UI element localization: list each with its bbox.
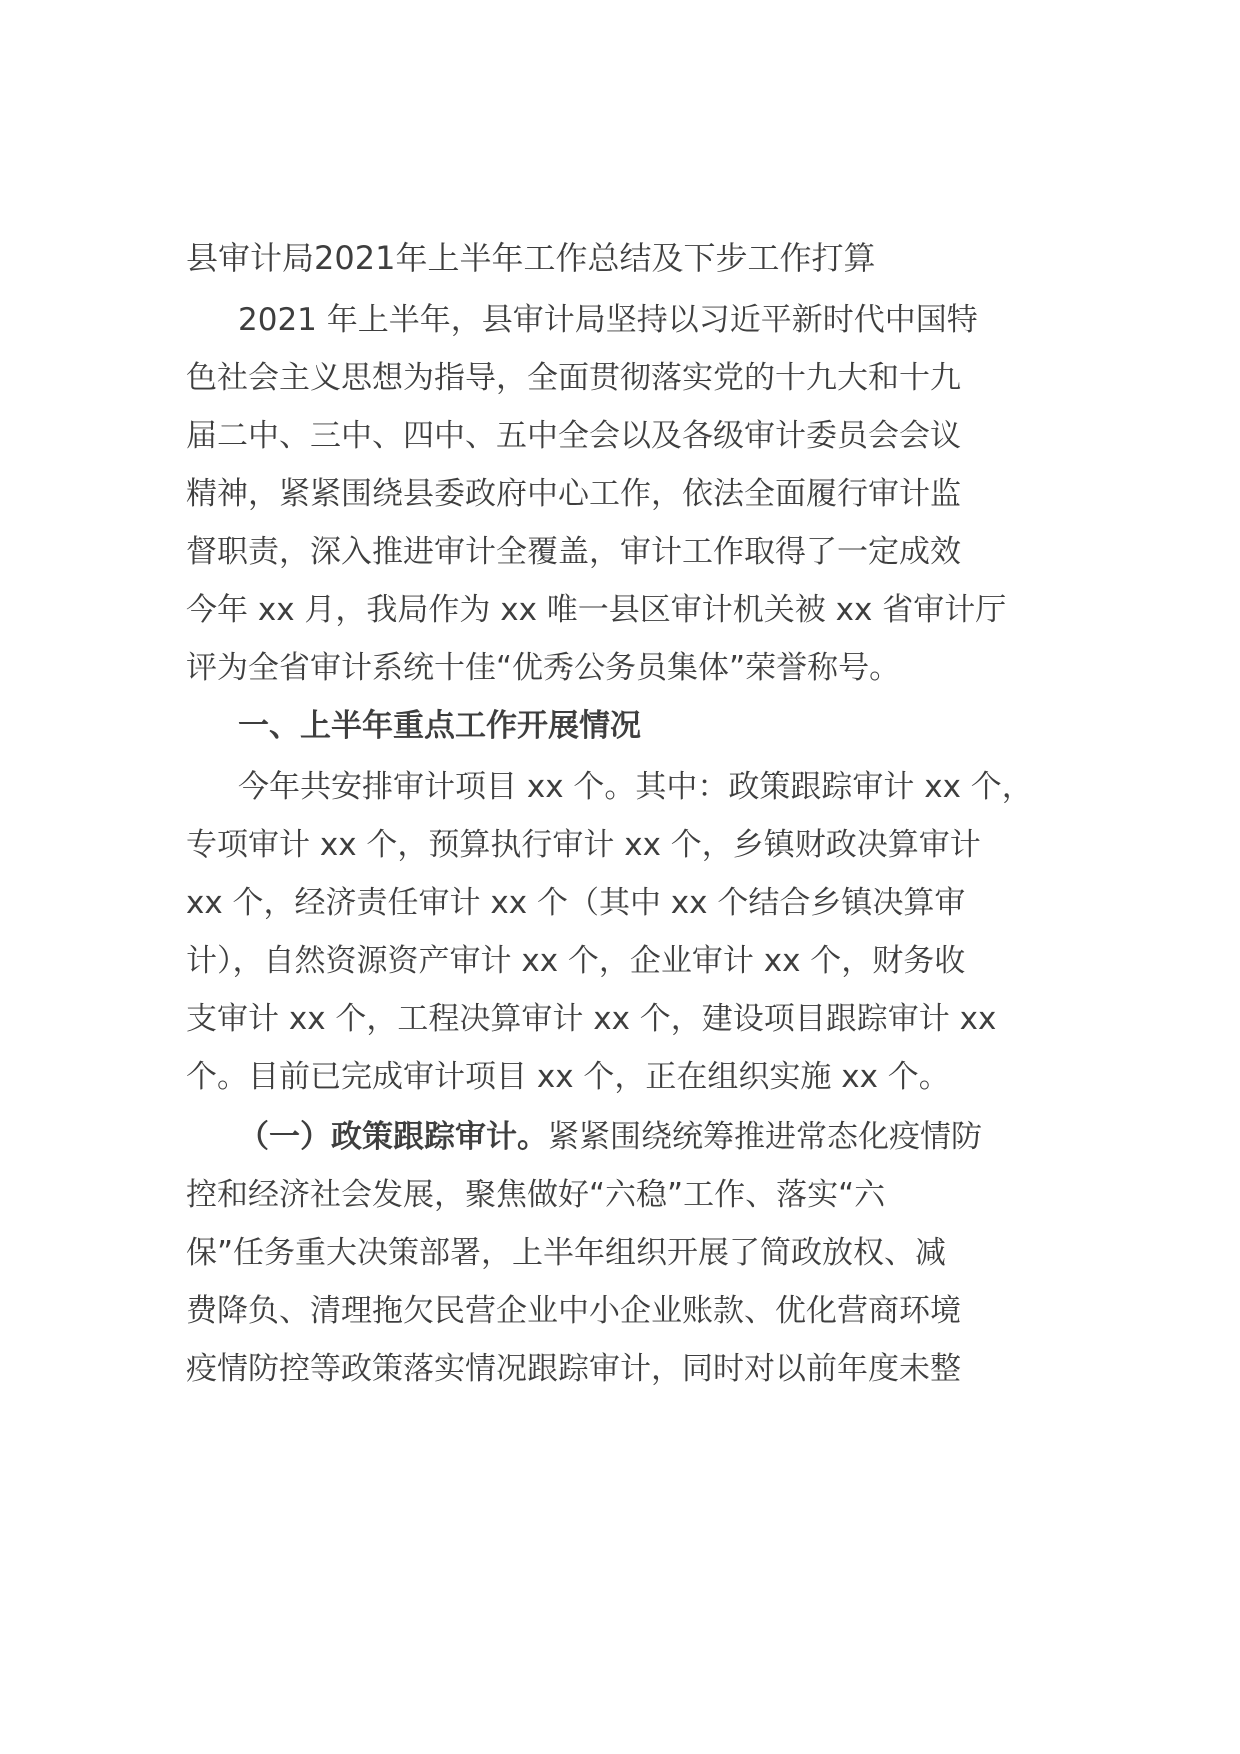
section-heading-1: 一、上半年重点工作开展情况 xyxy=(238,708,641,744)
section1-line-1: 今年共安排审计项目 xx 个。其中：政策跟踪审计 xx 个， xyxy=(238,769,1033,805)
intro-line-5: 督职责，深入推进审计全覆盖，审计工作取得了一定成效 xyxy=(186,534,961,570)
section1-line-3: xx 个，经济责任审计 xx 个（其中 xx 个结合乡镇决算审 xyxy=(186,885,966,921)
intro-line-6: 今年 xx 月，我局作为 xx 唯一县区审计机关被 xx 省审计厅 xyxy=(186,592,1007,628)
subsection1-heading: （一）政策跟踪审计。 xyxy=(238,1119,548,1155)
subsection1-line-3: 保”任务重大决策部署，上半年组织开展了简政放权、减 xyxy=(186,1235,947,1271)
intro-line-3: 届二中、三中、四中、五中全会以及各级审计委员会会议 xyxy=(186,418,961,454)
section1-line-5: 支审计 xx 个，工程决算审计 xx 个，建设项目跟踪审计 xx xyxy=(186,1001,997,1037)
subsection1-line-2: 控和经济社会发展，聚焦做好“六稳”工作、落实“六 xyxy=(186,1177,886,1213)
document-title: 县审计局2021年上半年工作总结及下步工作打算 xyxy=(186,239,876,277)
section1-line-6: 个。目前已完成审计项目 xx 个，正在组织实施 xx 个。 xyxy=(186,1059,950,1095)
intro-line-4: 精神，紧紧围绕县委政府中心工作，依法全面履行审计监 xyxy=(186,476,961,512)
subsection1-line-1 xyxy=(238,1115,982,1159)
subsection1-line-4: 费降负、清理拖欠民营企业中小企业账款、优化营商环境 xyxy=(186,1293,961,1329)
intro-line-7: 评为全省审计系统十佳“优秀公务员集体”荣誉称号。 xyxy=(186,650,901,686)
section1-line-4: 计），自然资源资产审计 xx 个，企业审计 xx 个，财务收 xyxy=(186,943,966,979)
subsection1-line-5: 疫情防控等政策落实情况跟踪审计，同时对以前年度未整 xyxy=(186,1351,961,1387)
section1-line-2: 专项审计 xx 个，预算执行审计 xx 个，乡镇财政决算审计 xyxy=(186,827,981,863)
intro-line-1: 2021 年上半年，县审计局坚持以习近平新时代中国特 xyxy=(238,302,978,338)
intro-line-2: 色社会主义思想为指导，全面贯彻落实党的十九大和十九 xyxy=(186,360,961,396)
subsection1-first-line-text: 紧紧围绕统筹推进常态化疫情防 xyxy=(548,1119,982,1155)
